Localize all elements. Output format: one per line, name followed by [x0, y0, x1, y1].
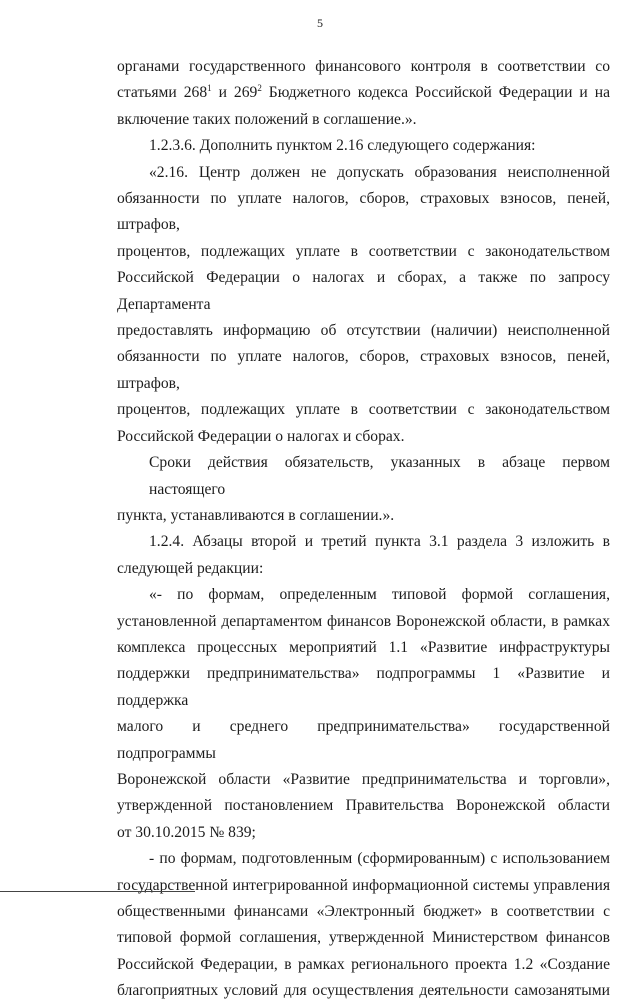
text-line: благоприятных условий для осуществления деятельности самозанятыми — [117, 982, 610, 1000]
paragraph-forms-federal — [117, 846, 610, 1004]
text-line: включение таких положений в соглашение.». — [117, 110, 417, 128]
text-line: Российской Федерации, в рамках регионального проекта 1.2 «Создание — [117, 955, 610, 973]
text-line: Российской Федерации о налогах и сборах, а также по запросу Департамента — [117, 269, 610, 313]
text-line: Российской Федерации о налогах и сборах. — [117, 427, 405, 445]
text-line: 1.2.3.6. Дополнить пунктом 2.16 следующего содержания: — [149, 137, 536, 155]
text-line: - по формам, подготовленным (сформированным) с использованием — [149, 850, 610, 868]
text-line: от 30.10.2015 № 839; — [117, 823, 256, 841]
text-line: утвержденной постановлением Правительства Воронежской области — [117, 797, 610, 815]
superscript: 2 — [257, 83, 262, 94]
text-line: обязанности по уплате налогов, сборов, страховых взносов, пеней, штрафов, — [117, 190, 610, 234]
text-line: «2.16. Центр должен не допускать образования неисполненной — [149, 163, 610, 181]
text-fragment: и 269 — [211, 84, 258, 102]
text-line: «- по формам, определенным типовой формой соглашения, — [149, 586, 610, 604]
text-line: процентов, подлежащих уплате в соответствии с законодательством — [117, 401, 610, 419]
text-line: Сроки действия обязательств, указанных в абзаце первом настоящего — [149, 454, 610, 498]
paragraph-amendment-124 — [117, 529, 610, 582]
text-line: процентов, подлежащих уплате в соответствии с законодательством — [117, 242, 610, 260]
text-line: следующей редакции: — [117, 559, 264, 577]
paragraph-forms-regional — [117, 582, 610, 846]
page-number: 5 — [317, 16, 323, 30]
document-body — [117, 54, 610, 1005]
paragraph-deadlines — [117, 450, 610, 529]
paragraph-clause-216 — [117, 160, 610, 450]
text-line: поддержки предпринимательства» подпрограммы 1 «Развитие и поддержка — [117, 665, 610, 709]
text-line: Воронежской области «Развитие предпринимательства и торговли», — [117, 770, 610, 788]
text-fragment: Бюджетного кодекса Российской Федерации и на — [261, 84, 610, 102]
text-line: органами государственного финансового контроля в соответствии со — [117, 58, 610, 75]
text-fragment: статьями 268 — [117, 84, 208, 102]
text-line — [117, 80, 610, 106]
text-line: комплекса процессных мероприятий 1.1 «Развитие инфраструктуры — [117, 638, 610, 656]
paragraph-continuation — [117, 54, 610, 133]
text-line: малого и среднего предпринимательства» государственной подпрограммы — [117, 718, 610, 762]
paragraph-amendment-1236 — [117, 133, 610, 159]
text-line: государственной интегрированной информационной системы управления — [117, 876, 610, 894]
footer-divider — [0, 891, 195, 892]
text-line: пункта, устанавливаются в соглашении.». — [117, 506, 395, 524]
text-line: предоставлять информацию об отсутствии (наличии) неисполненной — [117, 322, 610, 340]
text-line: общественными финансами «Электронный бюджет» в соответствии с — [117, 903, 610, 920]
text-line: установленной департаментом финансов Воронежской области, в рамках — [117, 612, 610, 630]
text-line: типовой формой соглашения, утвержденной Министерством финансов — [117, 929, 610, 947]
superscript: 1 — [207, 83, 212, 94]
text-line: 1.2.4. Абзацы второй и третий пункта 3.1 раздела 3 изложить в — [149, 533, 610, 551]
text-line: обязанности по уплате налогов, сборов, страховых взносов, пеней, штрафов, — [117, 348, 610, 392]
